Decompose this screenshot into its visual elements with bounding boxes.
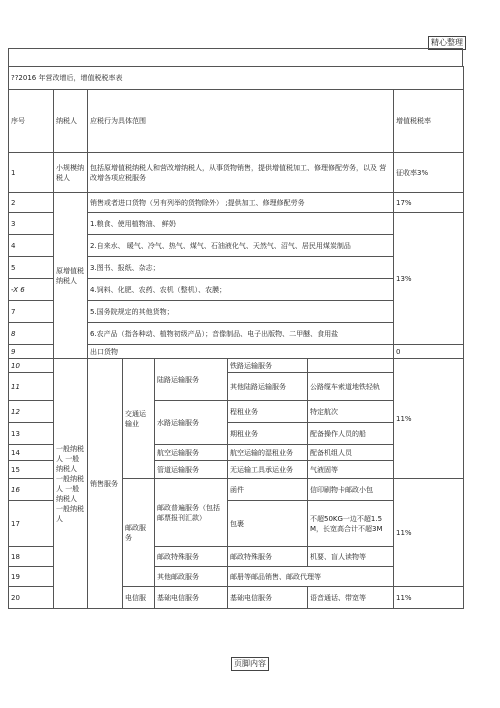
- table-row: 10 一般纳税人 一般纳税人 一般纳税人 一般纳税人 一般纳税人 销售服务 交通运输业 陆路运输服务 铁路运输服务 11%: [9, 359, 464, 373]
- vat-rate-table: [8, 66, 464, 609]
- col-taxpayer-header: 纳税人: [54, 90, 88, 153]
- yingai-taxpayer-label: 一般纳税人 一般纳税人 一般纳税人 一般纳税人 一般纳税人: [54, 359, 88, 609]
- table-frame: [8, 48, 463, 67]
- postal-label: 邮政服务: [123, 479, 155, 587]
- rate-13: 13%: [394, 213, 464, 345]
- sales-service-label: 销售服务: [88, 359, 123, 609]
- table-row: 11 其他陆路运输服务 公路缆车索道地铁轻轨: [9, 373, 464, 401]
- table-title: ??2016 年营改增后，增值税税率表: [9, 67, 464, 90]
- table-row: 12 水路运输服务 程租业务 特定航次: [9, 401, 464, 423]
- table-header-row: [9, 90, 464, 153]
- rate-11-postal: 11%: [394, 479, 464, 587]
- col-rate-header: 增值税税率: [394, 90, 464, 153]
- table-row: 2 原增值税纳税人 销售或者进口货物（另有列举的货物除外） ;提供加工、修理修配劳务 17%: [9, 193, 464, 213]
- table-row: 19 其他邮政服务 邮册等邮品销售、邮政代理等: [9, 567, 464, 587]
- col-seq-header: 序号: [9, 90, 54, 153]
- table-row: 14 航空运输服务 航空运输的湿租业务 配备机组人员: [9, 445, 464, 461]
- small-scale-taxpayer: 小规模纳税人: [54, 153, 88, 193]
- table-row: 4 2.自来水、 暖气、冷气、热气、煤气、石油液化气、天然气、沼气、居民用煤炭制品: [9, 235, 464, 257]
- col-scope-header: 应税行为具体范围: [88, 90, 394, 153]
- table-row: 9 出口货物 0: [9, 345, 464, 359]
- transport-label: 交通运输业: [123, 359, 155, 479]
- table-title-row: [9, 67, 464, 90]
- table-row: 1 小规模纳税人 包括原增值税纳税人和营改增纳税人，从事货物销售，提供增值税加工、修理修配劳务，以及 营改增各项应税服务 征收率3%: [9, 153, 464, 193]
- table-row: 8 6.农产品（指各种动、植物初级产品）；音像制品、电子出版物、二甲醚、食用盐: [9, 323, 464, 345]
- table-row: 15 管道运输服务 无运输工具承运业务 气液固等: [9, 461, 464, 479]
- general-taxpayer-label: 原增值税纳税人: [54, 193, 88, 359]
- page-footer: 页脚内容: [231, 657, 269, 671]
- table-row: 17 包裹 不超50KG一边不超1.5M，长宽高合计不超3M: [9, 501, 464, 547]
- rate-11-transport: 11%: [394, 359, 464, 479]
- table-row: 5 3.图书、报纸、杂志；: [9, 257, 464, 279]
- table-row: 7 5.国务院规定的其他货物；: [9, 301, 464, 323]
- table-row: 18 邮政特殊服务 邮政特殊服务 机要、盲人读物等: [9, 547, 464, 567]
- table-row: 3 1.粮食、使用植物油、 鲜奶 13%: [9, 213, 464, 235]
- table-row: -X 6 4.饲料、化肥、农药、农机（整机）、农膜；: [9, 279, 464, 301]
- table-row: 13 期租业务 配备操作人员的船: [9, 423, 464, 445]
- table-row: 16 邮政服务 邮政普遍服务（包括邮票报刊汇款） 函件 信印刷物卡邮政小包 11%: [9, 479, 464, 501]
- table-row: 20 电信服 基础电信服务 基础电信服务 语音通话、带宽等 11%: [9, 587, 464, 609]
- page-header: 精心整理: [428, 36, 466, 50]
